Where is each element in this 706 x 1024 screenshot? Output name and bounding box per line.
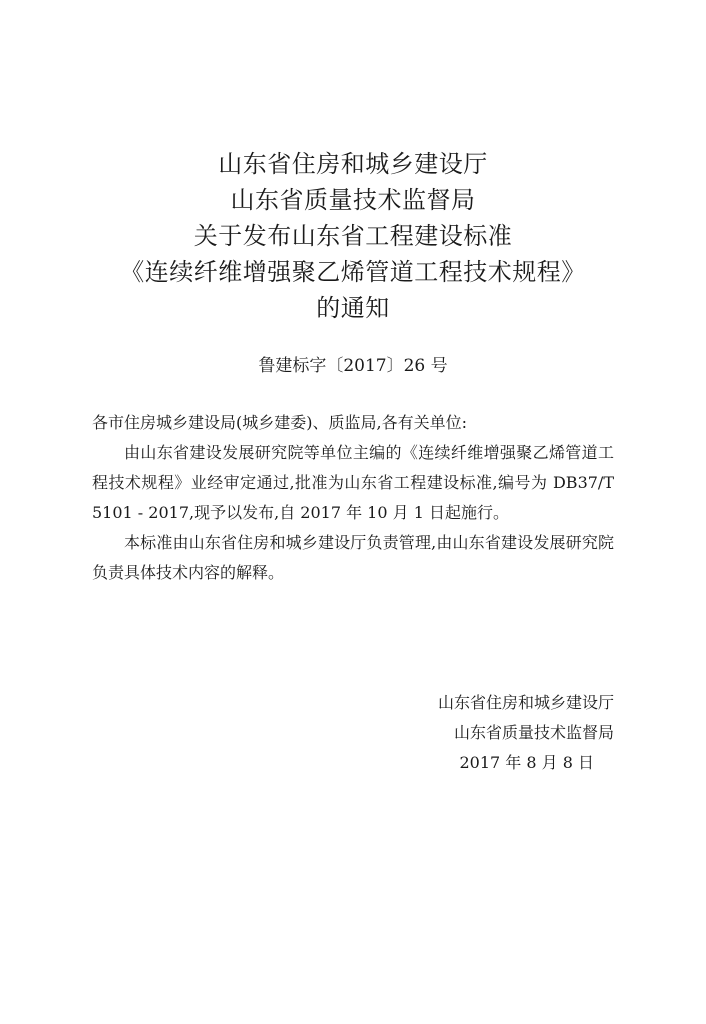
document-number: 鲁建标字〔2017〕26 号 bbox=[258, 356, 448, 376]
notice-title bbox=[0, 146, 706, 326]
paragraph-management: 本标准由山东省住房和城乡建设厅负责管理,由山东省建设发展研究院负责具体技术内容的解释。 bbox=[92, 533, 614, 582]
addressee: 各市住房城乡建设局(城乡建委)、质监局,各有关单位: bbox=[92, 413, 467, 432]
signature-org-1: 山东省住房和城乡建设厅 bbox=[437, 693, 614, 712]
signature-org-2: 山东省质量技术监督局 bbox=[453, 723, 614, 742]
title-line-subject: 关于发布山东省工程建设标准 bbox=[193, 222, 513, 250]
title-line-suffix: 的通知 bbox=[316, 294, 390, 322]
signature-date: 2017 年 8 月 8 日 bbox=[459, 753, 594, 772]
title-line-issuer-1: 山东省住房和城乡建设厅 bbox=[218, 150, 488, 178]
paragraph-approval: 由山东省建设发展研究院等单位主编的《连续纤维增强聚乙烯管道工程技术规程》业经审定通过,批准为山东省工程建设标准,编号为 DB37/T 5101 - 2017,现予以发布,自 2017 年 10 月 1 日起施行。 bbox=[92, 443, 614, 522]
signature-block bbox=[354, 688, 614, 778]
title-line-issuer-2: 山东省质量技术监督局 bbox=[230, 186, 476, 214]
notice-body bbox=[92, 408, 614, 588]
title-line-standard-name: 《连续纤维增强聚乙烯管道工程技术规程》 bbox=[120, 258, 586, 286]
